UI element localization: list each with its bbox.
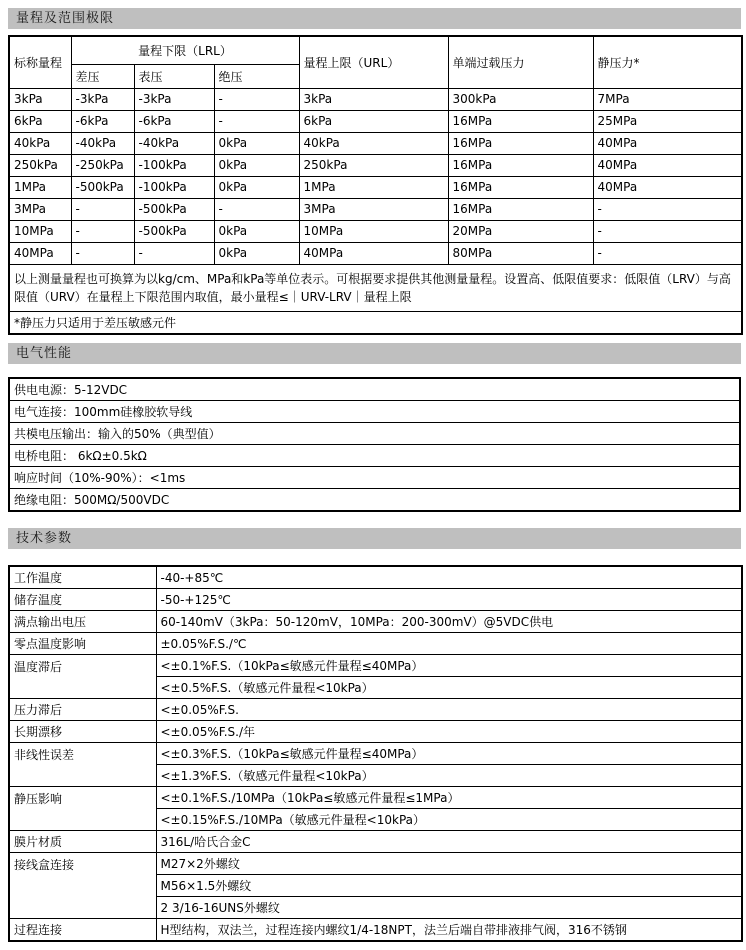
cell-static: 40MPa [593,132,742,154]
cell-lrl-gauge: -100kPa [134,176,214,198]
table-row [9,721,742,743]
spec-label: 满点输出电压 [9,611,156,633]
cell-lrl-gauge: -100kPa [134,154,214,176]
spec-value: 316L/哈氏合金C [156,831,742,853]
cell-nominal: 250kPa [9,154,71,176]
cell-nominal: 3MPa [9,198,71,220]
cell-nominal: 40MPa [9,242,71,264]
spec-value: <±0.1%F.S.（10kPa≤敏感元件量程≤40MPa） [156,655,742,677]
range-limits-table [8,35,743,335]
table-row [9,154,742,176]
spec-value: ±0.05%F.S./℃ [156,633,742,655]
spec-label: 储存温度 [9,589,156,611]
cell-url: 10MPa [299,220,448,242]
table-row [9,423,740,445]
cell-static: 40MPa [593,154,742,176]
cell-url: 1MPa [299,176,448,198]
electrical-spec: 共模电压输出：输入的50%（典型值） [9,423,740,445]
section-header-electrical [8,343,741,364]
cell-static: 40MPa [593,176,742,198]
cell-overload: 16MPa [448,132,593,154]
spec-value: -40-+85℃ [156,566,742,589]
spec-value: <±0.05%F.S. [156,699,742,721]
table-row [9,378,740,401]
cell-nominal: 6kPa [9,110,71,132]
cell-static: 7MPa [593,88,742,110]
cell-lrl-gauge: - [134,242,214,264]
table-row [9,566,742,589]
cell-lrl-abs: 0kPa [214,242,299,264]
electrical-spec: 电桥电阻： 6kΩ±0.5kΩ [9,445,740,467]
cell-lrl-abs: 0kPa [214,176,299,198]
table-row [9,743,742,765]
table-row [9,853,742,875]
spec-value: M27×2外螺纹 [156,853,742,875]
col-header-url: 量程上限（URL） [299,36,448,88]
section-title: 量程及范围极限 [16,11,115,26]
table-row [9,699,742,721]
spec-label: 接线盒连接 [9,853,156,919]
table-row [9,264,742,311]
electrical-spec: 绝缘电阻：500MΩ/500VDC [9,489,740,512]
spec-value: <±0.05%F.S./年 [156,721,742,743]
cell-static: - [593,242,742,264]
cell-lrl-gauge: -500kPa [134,198,214,220]
cell-overload: 16MPa [448,154,593,176]
spec-label: 过程连接 [9,919,156,942]
table-row [9,242,742,264]
cell-overload: 20MPa [448,220,593,242]
cell-lrl-abs: 0kPa [214,220,299,242]
cell-url: 250kPa [299,154,448,176]
cell-url: 40kPa [299,132,448,154]
cell-lrl-gauge: -40kPa [134,132,214,154]
table-row [9,787,742,809]
table-row [9,198,742,220]
spec-value: 2 3/16-16UNS外螺纹 [156,897,742,919]
spec-label: 长期漂移 [9,721,156,743]
electrical-performance-table [8,377,741,512]
col-header-overload: 单端过载压力 [448,36,593,88]
static-pressure-note: *静压力只适用于差压敏感元件 [9,311,742,334]
cell-static: - [593,198,742,220]
table-row [9,655,742,677]
electrical-spec: 响应时间（10%-90%）：<1ms [9,467,740,489]
table-row [9,88,742,110]
col-header-lrl-group: 量程下限（LRL） [71,36,299,64]
spec-value: H型结构，双法兰，过程连接内螺纹1/4-18NPT，法兰后端自带排液排气阀，316不锈钢 [156,919,742,942]
table-row [9,401,740,423]
cell-overload: 16MPa [448,198,593,220]
spec-value: -50-+125℃ [156,589,742,611]
cell-lrl-dp: - [71,198,134,220]
spec-value: M56×1.5外螺纹 [156,875,742,897]
spec-label: 温度滞后 [9,655,156,699]
cell-overload: 80MPa [448,242,593,264]
cell-lrl-abs: 0kPa [214,132,299,154]
table-row [9,589,742,611]
cell-lrl-dp: -500kPa [71,176,134,198]
table-row [9,311,742,334]
table-row [9,633,742,655]
table-row [9,220,742,242]
table-row [9,467,740,489]
spec-label: 静压影响 [9,787,156,831]
section-header-ranges [8,8,741,29]
cell-lrl-gauge: -500kPa [134,220,214,242]
cell-lrl-dp: -6kPa [71,110,134,132]
cell-lrl-abs: - [214,88,299,110]
table-row [9,176,742,198]
section-title: 电气性能 [16,346,73,361]
spec-value: <±0.3%F.S.（10kPa≤敏感元件量程≤40MPa） [156,743,742,765]
cell-lrl-abs: 0kPa [214,154,299,176]
cell-lrl-dp: - [71,220,134,242]
cell-static: 25MPa [593,110,742,132]
cell-url: 3kPa [299,88,448,110]
cell-lrl-dp: -250kPa [71,154,134,176]
table-row [9,445,740,467]
cell-lrl-abs: - [214,198,299,220]
cell-nominal: 3kPa [9,88,71,110]
cell-overload: 16MPa [448,110,593,132]
cell-url: 6kPa [299,110,448,132]
col-header-gauge: 表压 [134,64,214,88]
cell-lrl-gauge: -3kPa [134,88,214,110]
table-row [9,110,742,132]
cell-lrl-dp: -3kPa [71,88,134,110]
col-header-static-pressure: 静压力* [593,36,742,88]
cell-nominal: 40kPa [9,132,71,154]
spec-value: <±0.1%F.S./10MPa（10kPa≤敏感元件量程≤1MPa） [156,787,742,809]
cell-lrl-abs: - [214,110,299,132]
cell-url: 3MPa [299,198,448,220]
table-row [9,831,742,853]
table-row [9,132,742,154]
cell-nominal: 10MPa [9,220,71,242]
spec-label: 工作温度 [9,566,156,589]
cell-lrl-dp: - [71,242,134,264]
spec-label: 零点温度影响 [9,633,156,655]
electrical-spec: 电气连接：100mm硅橡胶软导线 [9,401,740,423]
col-header-nominal-range: 标称量程 [9,36,71,88]
table-row [9,919,742,942]
spec-label: 膜片材质 [9,831,156,853]
section-header-technical [8,528,741,549]
spec-value: 60-140mV（3kPa：50-120mV，10MPa：200-300mV）@5VDC供电 [156,611,742,633]
cell-url: 40MPa [299,242,448,264]
cell-lrl-gauge: -6kPa [134,110,214,132]
electrical-spec: 供电电源：5-12VDC [9,378,740,401]
table-header-row [9,36,742,64]
cell-static: - [593,220,742,242]
table-row [9,489,740,512]
technical-parameters-table [8,565,743,942]
cell-overload: 16MPa [448,176,593,198]
col-header-differential: 差压 [71,64,134,88]
cell-overload: 300kPa [448,88,593,110]
spec-label: 压力滞后 [9,699,156,721]
spec-value: <±0.15%F.S./10MPa（敏感元件量程<10kPa） [156,809,742,831]
spec-value: <±0.5%F.S.（敏感元件量程<10kPa） [156,677,742,699]
spec-label: 非线性误差 [9,743,156,787]
cell-nominal: 1MPa [9,176,71,198]
table-row [9,611,742,633]
col-header-absolute: 绝压 [214,64,299,88]
spec-value: <±1.3%F.S.（敏感元件量程<10kPa） [156,765,742,787]
range-conversion-note: 以上测量量程也可换算为以kg/cm、MPa和kPa等单位表示。可根据要求提供其他测量量程。设置高、低限值要求：低限值（LRV）与高限值（URV）在量程上下限范围内取值，最小量程≤｜URV-LRV｜量程上限 [9,264,742,311]
section-title: 技术参数 [16,531,73,546]
cell-lrl-dp: -40kPa [71,132,134,154]
